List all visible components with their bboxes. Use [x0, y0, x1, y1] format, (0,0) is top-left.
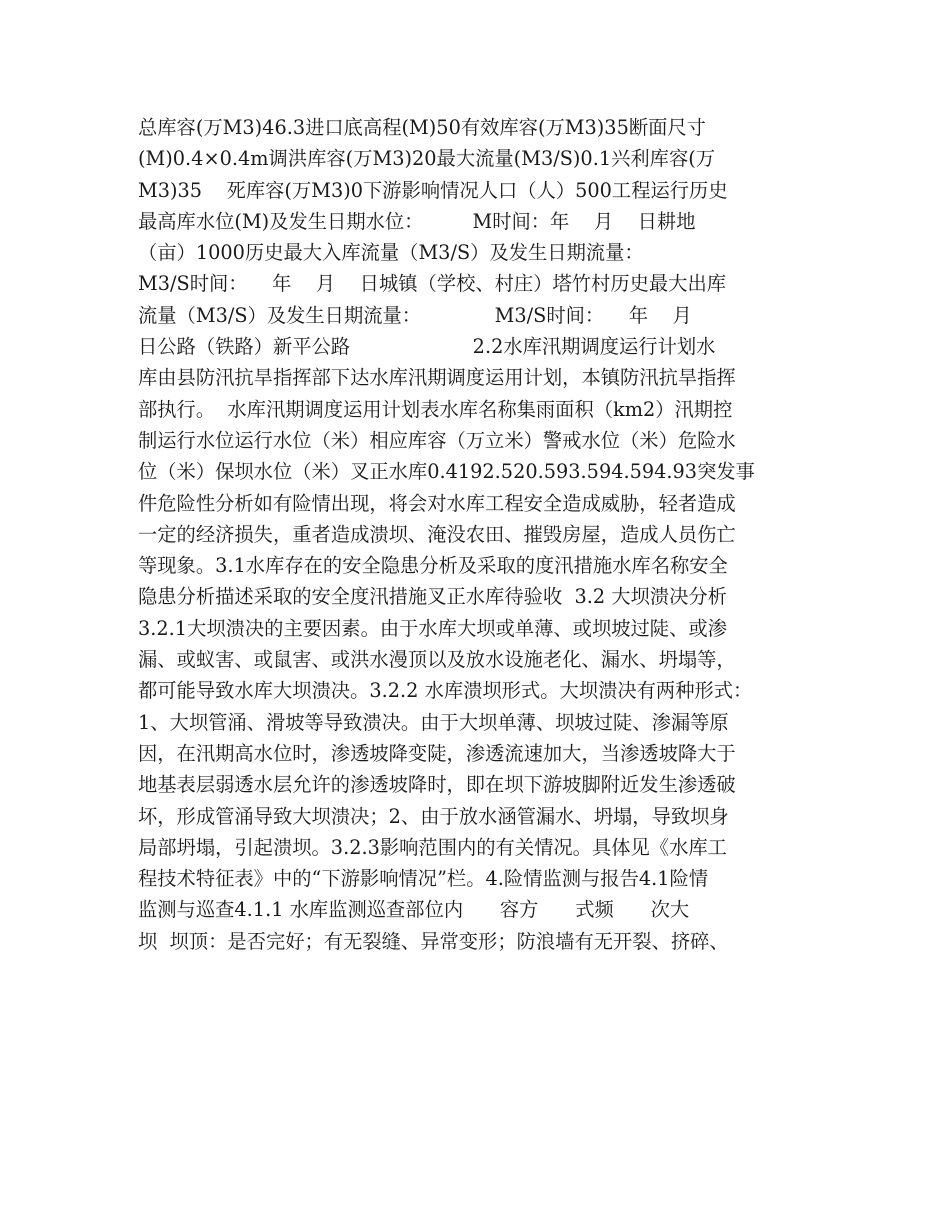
text-line: 位（米）保坝水位（米）叉正水库0.4192.520.593.594.594.93突发事: [138, 460, 755, 484]
document-body: [138, 112, 818, 957]
text-line: 制运行水位运行水位（米）相应库容（万立米）警戒水位（米）危险水: [138, 428, 736, 452]
text-line: 总库容(万M3)46.3进口底高程(M)50有效库容(万M3)35断面尺寸: [138, 116, 706, 139]
text-line: 程技术特征表》中的“下游影响情况”栏。4.险情监测与报告4.1险情: [138, 867, 709, 891]
text-line: 1、大坝管涌、滑坡等导致溃决。由于大坝单薄、坝坡过陡、渗漏等原: [138, 710, 729, 734]
text-line: 库由县防汛抗旱指挥部下达水库汛期调度运用计划，本镇防汛抗旱指挥: [138, 366, 736, 390]
text-line: 日公路（铁路）新平公路 2.2水库汛期调度运行计划水: [138, 335, 716, 359]
text-line: 监测与巡查4.1.1 水库监测巡查部位内 容方 式频 次大: [138, 898, 690, 922]
text-line: 件危险性分析如有险情出现，将会对水库工程安全造成威胁，轻者造成: [138, 491, 736, 515]
text-line: 坝 坝顶：是否完好；有无裂缝、异常变形；防浪墙有无开裂、挤碎、: [138, 929, 729, 953]
text-line: 流量（M3/S）及发生日期流量： M3/S时间： 年 月: [138, 303, 692, 327]
text-line: M3)35 死库容(万M3)0下游影响情况人口（人）500工程运行历史: [138, 178, 728, 202]
text-line: 3.2.1大坝溃决的主要因素。由于水库大坝或单薄、或坝坡过陡、或渗: [138, 616, 727, 640]
text-line: M3/S时间： 年 月 日城镇（学校、村庄）塔竹村历史最大出库: [138, 272, 727, 296]
text-line: （亩）1000历史最大入库流量（M3/S）及发生日期流量：: [138, 241, 644, 265]
text-line: 最高库水位(M)及发生日期水位： M时间：年 月 日耕地: [138, 209, 696, 233]
text-line: 都可能导致水库大坝溃决。3.2.2 水库溃坝形式。大坝溃决有两种形式：: [138, 679, 753, 703]
text-line: 地基表层弱透水层允许的渗透坡降时，即在坝下游坡脚附近发生渗透破: [138, 773, 736, 797]
text-line: 坏，形成管涌导致大坝溃决；2、由于放水涵管漏水、坍塌，导致坝身: [138, 804, 729, 828]
text-line: 因，在汛期高水位时，渗透坡降变陡，渗透流速加大，当渗透坡降大于: [138, 741, 736, 765]
text-line: 一定的经济损失，重者造成溃坝、淹没农田、摧毁房屋，造成人员伤亡: [138, 522, 736, 546]
text-line: (M)0.4×0.4m调洪库容(万M3)20最大流量(M3/S)0.1兴利库容(万: [138, 147, 716, 171]
text-line: 隐患分析描述采取的安全度汛措施叉正水库待验收 3.2 大坝溃决分析: [138, 585, 727, 609]
text-line: 等现象。3.1水库存在的安全隐患分析及采取的度汛措施水库名称安全: [138, 554, 728, 578]
text-line: 部执行。 水库汛期调度运用计划表水库名称集雨面积（km2）汛期控: [138, 397, 733, 421]
text-line: 漏、或蚁害、或鼠害、或洪水漫顶以及放水设施老化、漏水、坍塌等，: [138, 648, 736, 672]
text-line: 局部坍塌，引起溃坝。3.2.3影响范围内的有关情况。具体见《水库工: [138, 835, 727, 859]
